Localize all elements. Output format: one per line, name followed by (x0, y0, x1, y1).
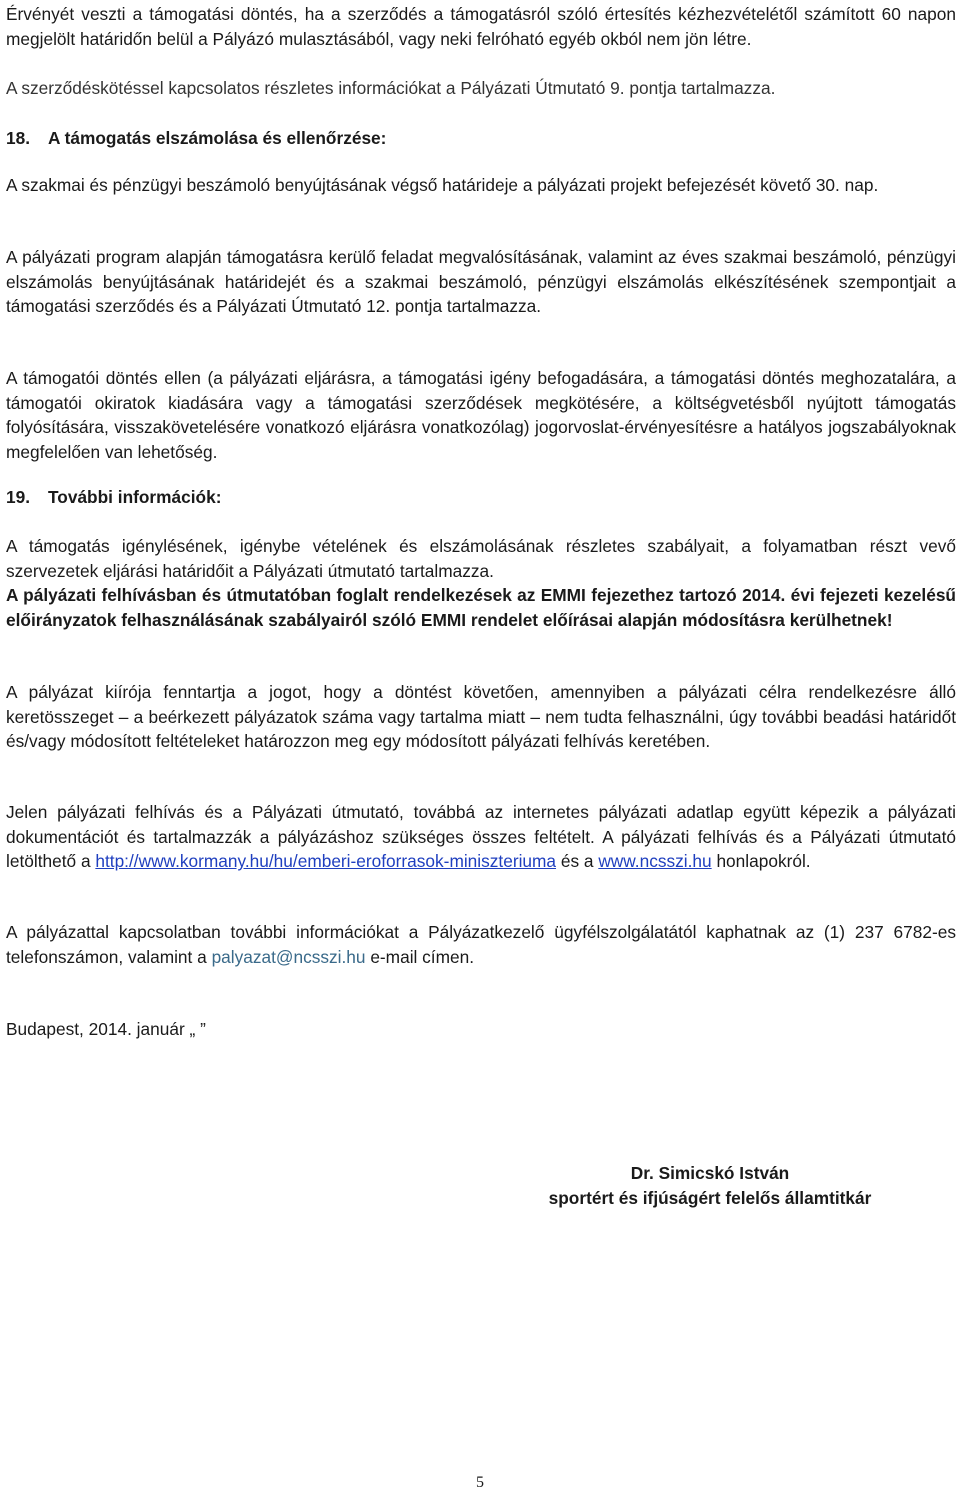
section-18-paragraph-appeal: A támogatói döntés ellen (a pályázati eljárásra, a támogatási igény befogadására, a támogatási döntés meghozatalára, a támogatói okiratok kiadására vagy a támogatási szerződések megkötésére, a költségvetésből nyújtott támogatás folyósítására, visszakövetelésére vonatkozó eljárásra vonatkozólag) jogorvoslat-érvényesítésre a hatályos jogszabályoknak megfelelően van lehetőség. (6, 368, 956, 462)
section-18-paragraph-deadline: A szakmai és pénzügyi beszámoló benyújtásának végső határideje a pályázati projekt befejezését követő 30. nap. (6, 175, 879, 195)
section-18-title: A támogatás elszámolása és ellenőrzése: (48, 128, 387, 148)
page-number: 5 (476, 1474, 484, 1491)
documentation-text-start: Jelen pályázati felhívás és a Pályázati útmutató, továbbá az internetes pályázati adatlap együtt képezik a pályázati dokumentációt és tartalmazzák a pályázáshoz szükséges összes feltételt. A pályázati felhívás és a Pályázati útmutató letölthető a (6, 802, 956, 872)
section-19-paragraph-reserve: A pályázat kiírója fenntartja a jogot, hogy a döntést követően, amennyiben a pályázati célra rendelkezésre álló keretösszeget – a beérkezett pályázatok száma vagy tartalma miatt – nem tudta felhasználni, úgy további beadási határidőt és/vagy módosított feltételeket határozzon meg egy módosított pályázati felhívás keretében. (6, 682, 956, 752)
documentation-text-end: honlapokról. (711, 851, 811, 872)
ministry-website-link[interactable]: http://www.kormany.hu/hu/emberi-eroforrasok-miniszteriuma (95, 851, 557, 872)
section-19-paragraph-rules: A támogatás igénylésének, igénybe vételének és elszámolásának részletes szabályait, a folyamatban részt vevő szervezetek eljárási határidőit a Pályázati útmutató tartalmazza. (6, 536, 956, 581)
contact-email-link[interactable]: palyazat@ncsszi.hu (211, 946, 366, 967)
section-19-paragraph-documentation (6, 800, 956, 874)
signature-block (500, 1161, 920, 1210)
section-19-rules-block (6, 534, 956, 632)
intro-paragraph-contract-info: A szerződéskötéssel kapcsolatos részletes információkat a Pályázati Útmutató 9. pontja tartalmazza. (6, 78, 776, 98)
section-19-number: 19. (6, 487, 31, 507)
section-19-paragraph-emmi-notice: A pályázati felhívásban és útmutatóban foglalt rendelkezések az EMMI fejezethez tartozó 2014. évi fejezeti kezelésű előirányzatok felhasználásának szabályairól szóló EMMI rendelet előírásai alapján módosításra kerülhetnek! (6, 585, 956, 630)
signatory-name: Dr. Simicskó István (630, 1163, 790, 1183)
section-19-title: További információk: (48, 487, 222, 507)
documentation-text-middle: és a (556, 851, 599, 872)
contact-text-end: e-mail címen. (365, 946, 475, 967)
section-19-heading (6, 485, 956, 510)
signatory-title: sportért és ifjúságért felelős államtitkár (548, 1187, 872, 1208)
contact-text-start: A pályázattal kapcsolatban további információkat a Pályázatkezelő ügyfélszolgálatától kaphatnak az (1) 237 6782-es telefonszámon, valamint a (6, 922, 956, 967)
section-18-heading (6, 126, 956, 151)
section-18-paragraph-program: A pályázati program alapján támogatásra kerülő feladat megvalósításának, valamint az éves szakmai beszámoló, pénzügyi elszámolás benyújtásának határidejét és a szakmai beszámoló, pénzügyi elszámolás elkészítésének szempontjait a támogatási szerződés és a Pályázati Útmutató 12. pontja tartalmazza. (6, 247, 956, 317)
section-18-number: 18. (6, 128, 31, 148)
date-line: Budapest, 2014. január „ ” (6, 1019, 206, 1039)
section-19-paragraph-contact (6, 920, 956, 969)
intro-paragraph-validity: Érvényét veszti a támogatási döntés, ha a szerződés a támogatásról szóló értesítés kézhezvételétől számított 60 napon megjelölt határidőn belül a Pályázó mulasztásából, vagy neki felróható egyéb okból nem jön létre. (6, 4, 956, 49)
ncsszi-website-link[interactable]: www.ncsszi.hu (598, 851, 712, 872)
